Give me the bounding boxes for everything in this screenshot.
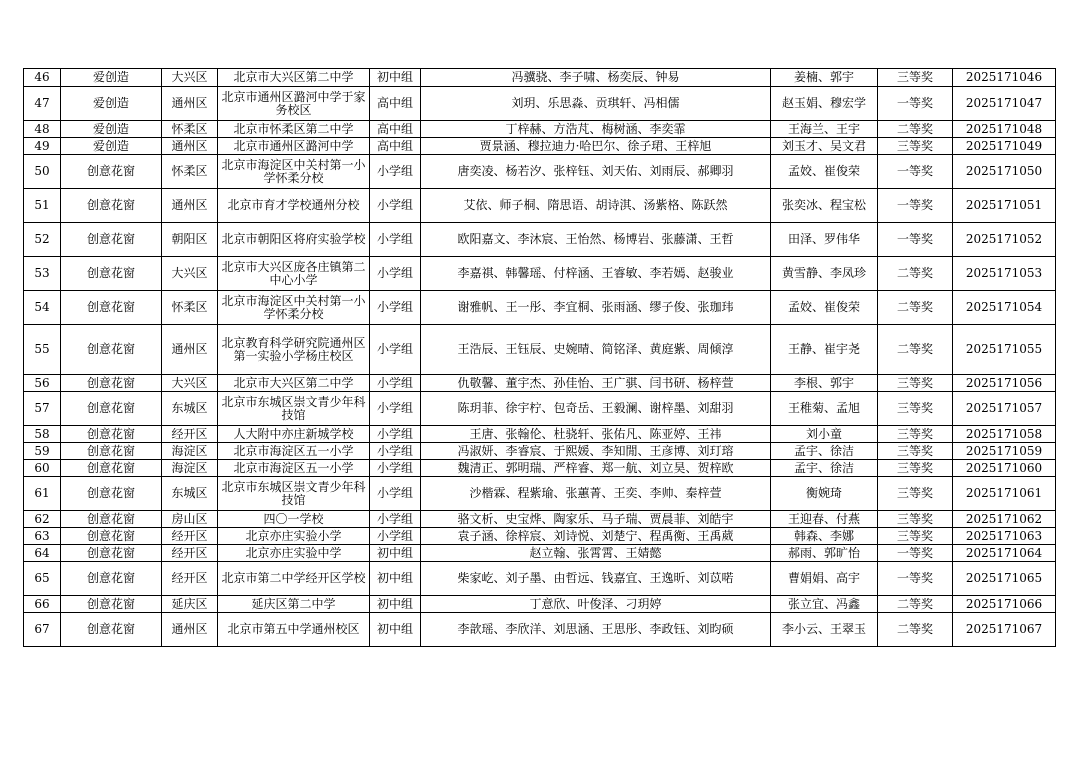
- teachers-cell: 姜楠、郭宇: [771, 69, 878, 87]
- award-level-cell: 三等奖: [878, 511, 953, 528]
- table-row: [24, 155, 1056, 189]
- school-name-cell: 北京市海淀区五一小学: [218, 460, 370, 477]
- district-cell: 东城区: [162, 392, 218, 426]
- award-level-cell: 二等奖: [878, 596, 953, 613]
- group-cell: 初中组: [370, 613, 421, 647]
- project-name-cell: 创意花窗: [61, 375, 162, 392]
- row-number-cell: 66: [24, 596, 61, 613]
- table-row: [24, 511, 1056, 528]
- teachers-cell: 曹娟娟、高宇: [771, 562, 878, 596]
- certificate-code-cell: 2025171062: [953, 511, 1056, 528]
- project-name-cell: 创意花窗: [61, 596, 162, 613]
- certificate-code-cell: 2025171061: [953, 477, 1056, 511]
- school-name-cell: 北京市育才学校通州分校: [218, 189, 370, 223]
- group-cell: 初中组: [370, 69, 421, 87]
- project-name-cell: 爱创造: [61, 69, 162, 87]
- teachers-cell: 孟姣、崔俊荣: [771, 291, 878, 325]
- group-cell: 高中组: [370, 121, 421, 138]
- teachers-cell: 刘小童: [771, 426, 878, 443]
- students-cell: 王浩辰、王钰辰、史婉晴、简铭泽、黄庭紫、周倾淳: [421, 325, 771, 375]
- teachers-cell: 刘玉才、吴文君: [771, 138, 878, 155]
- certificate-code-cell: 2025171063: [953, 528, 1056, 545]
- teachers-cell: 李根、郭宇: [771, 375, 878, 392]
- students-cell: 仇敬馨、董宇杰、孙佳怡、王广骐、闫书研、杨梓萱: [421, 375, 771, 392]
- award-level-cell: 一等奖: [878, 155, 953, 189]
- students-cell: 刘玥、乐思淼、贡琪轩、冯相儒: [421, 87, 771, 121]
- district-cell: 朝阳区: [162, 223, 218, 257]
- students-cell: 谢雅帆、王一彤、李宜桐、张雨涵、缪子俊、张珈玮: [421, 291, 771, 325]
- district-cell: 通州区: [162, 87, 218, 121]
- certificate-code-cell: 2025171066: [953, 596, 1056, 613]
- award-level-cell: 三等奖: [878, 443, 953, 460]
- district-cell: 通州区: [162, 325, 218, 375]
- school-name-cell: 北京市东城区崇文青少年科技馆: [218, 392, 370, 426]
- certificate-code-cell: 2025171049: [953, 138, 1056, 155]
- students-cell: 冯淑妍、李睿宸、于熙媛、李知閒、王彦博、刘玎瑢: [421, 443, 771, 460]
- students-cell: 王唐、张翰伦、杜骁轩、张佑凡、陈亚婷、王祎: [421, 426, 771, 443]
- group-cell: 小学组: [370, 477, 421, 511]
- school-name-cell: 北京市通州区潞河中学: [218, 138, 370, 155]
- district-cell: 房山区: [162, 511, 218, 528]
- students-cell: 骆文析、史宝烨、陶家乐、马子瑞、贾晨菲、刘皓宇: [421, 511, 771, 528]
- project-name-cell: 创意花窗: [61, 443, 162, 460]
- row-number-cell: 53: [24, 257, 61, 291]
- group-cell: 小学组: [370, 443, 421, 460]
- teachers-cell: 黄雪静、李凤珍: [771, 257, 878, 291]
- students-cell: 唐奕凌、杨若汐、张梓钰、刘天佑、刘雨辰、郝卿羽: [421, 155, 771, 189]
- district-cell: 大兴区: [162, 257, 218, 291]
- students-cell: 丁意欣、叶俊泽、刁玥婷: [421, 596, 771, 613]
- award-level-cell: 三等奖: [878, 477, 953, 511]
- certificate-code-cell: 2025171048: [953, 121, 1056, 138]
- table-row: [24, 392, 1056, 426]
- project-name-cell: 创意花窗: [61, 511, 162, 528]
- table-row: [24, 291, 1056, 325]
- certificate-code-cell: 2025171059: [953, 443, 1056, 460]
- project-name-cell: 创意花窗: [61, 426, 162, 443]
- district-cell: 经开区: [162, 426, 218, 443]
- district-cell: 通州区: [162, 189, 218, 223]
- row-number-cell: 48: [24, 121, 61, 138]
- teachers-cell: 王迎春、付燕: [771, 511, 878, 528]
- project-name-cell: 创意花窗: [61, 562, 162, 596]
- teachers-cell: 郝雨、郭旷怡: [771, 545, 878, 562]
- teachers-cell: 孟宇、徐洁: [771, 460, 878, 477]
- group-cell: 小学组: [370, 257, 421, 291]
- group-cell: 小学组: [370, 155, 421, 189]
- teachers-cell: 张立宜、冯鑫: [771, 596, 878, 613]
- project-name-cell: 爱创造: [61, 87, 162, 121]
- school-name-cell: 北京市第二中学经开区学校: [218, 562, 370, 596]
- school-name-cell: 四〇一学校: [218, 511, 370, 528]
- award-level-cell: 一等奖: [878, 189, 953, 223]
- school-name-cell: 北京市海淀区中关村第一小学怀柔分校: [218, 155, 370, 189]
- award-level-cell: 三等奖: [878, 392, 953, 426]
- table-row: [24, 223, 1056, 257]
- project-name-cell: 爱创造: [61, 138, 162, 155]
- school-name-cell: 北京市海淀区五一小学: [218, 443, 370, 460]
- award-level-cell: 三等奖: [878, 69, 953, 87]
- table-row: [24, 121, 1056, 138]
- students-cell: 沙楷霖、程紫瑜、张蕙菁、王奕、李帅、秦梓萱: [421, 477, 771, 511]
- district-cell: 延庆区: [162, 596, 218, 613]
- students-cell: 艾依、师子桐、隋思语、胡诗淇、汤紫格、陈跃然: [421, 189, 771, 223]
- certificate-code-cell: 2025171052: [953, 223, 1056, 257]
- district-cell: 怀柔区: [162, 121, 218, 138]
- group-cell: 小学组: [370, 511, 421, 528]
- project-name-cell: 创意花窗: [61, 613, 162, 647]
- row-number-cell: 56: [24, 375, 61, 392]
- district-cell: 怀柔区: [162, 155, 218, 189]
- certificate-code-cell: 2025171053: [953, 257, 1056, 291]
- certificate-code-cell: 2025171060: [953, 460, 1056, 477]
- table-row: [24, 460, 1056, 477]
- table-row: [24, 528, 1056, 545]
- table-row: [24, 613, 1056, 647]
- teachers-cell: 韩森、李娜: [771, 528, 878, 545]
- project-name-cell: 创意花窗: [61, 223, 162, 257]
- group-cell: 初中组: [370, 596, 421, 613]
- row-number-cell: 65: [24, 562, 61, 596]
- project-name-cell: 创意花窗: [61, 257, 162, 291]
- students-cell: 丁梓赫、方浩芃、梅树涵、李奕霏: [421, 121, 771, 138]
- school-name-cell: 北京市大兴区第二中学: [218, 375, 370, 392]
- row-number-cell: 51: [24, 189, 61, 223]
- project-name-cell: 创意花窗: [61, 189, 162, 223]
- group-cell: 小学组: [370, 291, 421, 325]
- teachers-cell: 衡婉琦: [771, 477, 878, 511]
- school-name-cell: 人大附中亦庄新城学校: [218, 426, 370, 443]
- students-cell: 贾景涵、穆拉迪力·哈巴尔、徐子珺、王梓旭: [421, 138, 771, 155]
- teachers-cell: 王静、崔宇尧: [771, 325, 878, 375]
- table-row: [24, 138, 1056, 155]
- row-number-cell: 50: [24, 155, 61, 189]
- group-cell: 小学组: [370, 392, 421, 426]
- teachers-cell: 王海兰、王宇: [771, 121, 878, 138]
- group-cell: 小学组: [370, 223, 421, 257]
- row-number-cell: 62: [24, 511, 61, 528]
- award-level-cell: 三等奖: [878, 375, 953, 392]
- school-name-cell: 北京亦庄实验小学: [218, 528, 370, 545]
- award-level-cell: 二等奖: [878, 325, 953, 375]
- students-cell: 陈玥菲、徐宇柠、包奇岳、王毅澜、谢梓墨、刘甜羽: [421, 392, 771, 426]
- students-cell: 魏清正、郭明瑞、严梓睿、郑一航、刘立昊、贺梓欧: [421, 460, 771, 477]
- students-cell: 柴家屹、刘子墨、由哲远、钱嘉宜、王逸昕、刘苡喏: [421, 562, 771, 596]
- school-name-cell: 北京市通州区潞河中学于家务校区: [218, 87, 370, 121]
- project-name-cell: 创意花窗: [61, 528, 162, 545]
- row-number-cell: 58: [24, 426, 61, 443]
- school-name-cell: 北京市大兴区庞各庄镇第二中心小学: [218, 257, 370, 291]
- award-level-cell: 二等奖: [878, 291, 953, 325]
- project-name-cell: 创意花窗: [61, 460, 162, 477]
- group-cell: 小学组: [370, 426, 421, 443]
- group-cell: 小学组: [370, 528, 421, 545]
- students-cell: 冯骥骁、李子啸、杨奕辰、钟易: [421, 69, 771, 87]
- school-name-cell: 北京亦庄实验中学: [218, 545, 370, 562]
- award-level-cell: 三等奖: [878, 138, 953, 155]
- teachers-cell: 李小云、王翠玉: [771, 613, 878, 647]
- row-number-cell: 52: [24, 223, 61, 257]
- table-row: [24, 545, 1056, 562]
- school-name-cell: 北京市怀柔区第二中学: [218, 121, 370, 138]
- students-cell: 赵立翰、张霄霄、王婧懿: [421, 545, 771, 562]
- group-cell: 初中组: [370, 562, 421, 596]
- table-row: [24, 477, 1056, 511]
- award-list-sheet: [23, 68, 1056, 647]
- district-cell: 通州区: [162, 613, 218, 647]
- row-number-cell: 54: [24, 291, 61, 325]
- district-cell: 怀柔区: [162, 291, 218, 325]
- certificate-code-cell: 2025171056: [953, 375, 1056, 392]
- row-number-cell: 57: [24, 392, 61, 426]
- teachers-cell: 孟宇、徐洁: [771, 443, 878, 460]
- table-row: [24, 596, 1056, 613]
- row-number-cell: 67: [24, 613, 61, 647]
- table-body: [24, 69, 1056, 647]
- students-cell: 欧阳嘉文、李沐宸、王怡然、杨博岩、张藤潇、王哲: [421, 223, 771, 257]
- table-row: [24, 562, 1056, 596]
- award-level-cell: 一等奖: [878, 545, 953, 562]
- teachers-cell: 赵玉娟、穆宏学: [771, 87, 878, 121]
- table-row: [24, 375, 1056, 392]
- school-name-cell: 北京市大兴区第二中学: [218, 69, 370, 87]
- certificate-code-cell: 2025171064: [953, 545, 1056, 562]
- group-cell: 小学组: [370, 325, 421, 375]
- project-name-cell: 创意花窗: [61, 325, 162, 375]
- row-number-cell: 61: [24, 477, 61, 511]
- certificate-code-cell: 2025171055: [953, 325, 1056, 375]
- district-cell: 经开区: [162, 562, 218, 596]
- school-name-cell: 北京教育科学研究院通州区第一实验小学杨庄校区: [218, 325, 370, 375]
- district-cell: 大兴区: [162, 375, 218, 392]
- teachers-cell: 田泽、罗伟华: [771, 223, 878, 257]
- award-level-cell: 三等奖: [878, 460, 953, 477]
- certificate-code-cell: 2025171047: [953, 87, 1056, 121]
- group-cell: 小学组: [370, 460, 421, 477]
- table-row: [24, 257, 1056, 291]
- project-name-cell: 创意花窗: [61, 392, 162, 426]
- table-row: [24, 443, 1056, 460]
- row-number-cell: 60: [24, 460, 61, 477]
- table-row: [24, 69, 1056, 87]
- award-level-cell: 一等奖: [878, 223, 953, 257]
- row-number-cell: 47: [24, 87, 61, 121]
- school-name-cell: 北京市第五中学通州校区: [218, 613, 370, 647]
- district-cell: 东城区: [162, 477, 218, 511]
- group-cell: 初中组: [370, 545, 421, 562]
- district-cell: 通州区: [162, 138, 218, 155]
- district-cell: 经开区: [162, 528, 218, 545]
- table-row: [24, 189, 1056, 223]
- certificate-code-cell: 2025171067: [953, 613, 1056, 647]
- group-cell: 高中组: [370, 87, 421, 121]
- row-number-cell: 49: [24, 138, 61, 155]
- group-cell: 小学组: [370, 375, 421, 392]
- table-row: [24, 325, 1056, 375]
- certificate-code-cell: 2025171065: [953, 562, 1056, 596]
- school-name-cell: 北京市海淀区中关村第一小学怀柔分校: [218, 291, 370, 325]
- school-name-cell: 延庆区第二中学: [218, 596, 370, 613]
- district-cell: 海淀区: [162, 460, 218, 477]
- certificate-code-cell: 2025171058: [953, 426, 1056, 443]
- teachers-cell: 孟姣、崔俊荣: [771, 155, 878, 189]
- award-table: [23, 68, 1056, 647]
- row-number-cell: 55: [24, 325, 61, 375]
- school-name-cell: 北京市朝阳区将府实验学校: [218, 223, 370, 257]
- row-number-cell: 59: [24, 443, 61, 460]
- project-name-cell: 创意花窗: [61, 155, 162, 189]
- project-name-cell: 创意花窗: [61, 291, 162, 325]
- school-name-cell: 北京市东城区崇文青少年科技馆: [218, 477, 370, 511]
- award-level-cell: 二等奖: [878, 257, 953, 291]
- certificate-code-cell: 2025171046: [953, 69, 1056, 87]
- district-cell: 海淀区: [162, 443, 218, 460]
- project-name-cell: 爱创造: [61, 121, 162, 138]
- students-cell: 李嘉祺、韩馨瑶、付梓涵、王睿敏、李若嫣、赵骏业: [421, 257, 771, 291]
- row-number-cell: 64: [24, 545, 61, 562]
- row-number-cell: 63: [24, 528, 61, 545]
- project-name-cell: 创意花窗: [61, 477, 162, 511]
- row-number-cell: 46: [24, 69, 61, 87]
- group-cell: 高中组: [370, 138, 421, 155]
- group-cell: 小学组: [370, 189, 421, 223]
- students-cell: 袁子涵、徐梓宸、刘诗悦、刘楚宁、程禹衡、王禹葳: [421, 528, 771, 545]
- district-cell: 大兴区: [162, 69, 218, 87]
- award-level-cell: 一等奖: [878, 562, 953, 596]
- certificate-code-cell: 2025171054: [953, 291, 1056, 325]
- students-cell: 李歆瑶、李欣洋、刘思涵、王思彤、李政钰、刘昀硕: [421, 613, 771, 647]
- certificate-code-cell: 2025171050: [953, 155, 1056, 189]
- table-row: [24, 426, 1056, 443]
- teachers-cell: 张奕冰、程宝松: [771, 189, 878, 223]
- teachers-cell: 王稚菊、孟旭: [771, 392, 878, 426]
- award-level-cell: 一等奖: [878, 87, 953, 121]
- table-row: [24, 87, 1056, 121]
- project-name-cell: 创意花窗: [61, 545, 162, 562]
- certificate-code-cell: 2025171051: [953, 189, 1056, 223]
- award-level-cell: 二等奖: [878, 121, 953, 138]
- certificate-code-cell: 2025171057: [953, 392, 1056, 426]
- award-level-cell: 三等奖: [878, 528, 953, 545]
- district-cell: 经开区: [162, 545, 218, 562]
- award-level-cell: 二等奖: [878, 613, 953, 647]
- award-level-cell: 三等奖: [878, 426, 953, 443]
